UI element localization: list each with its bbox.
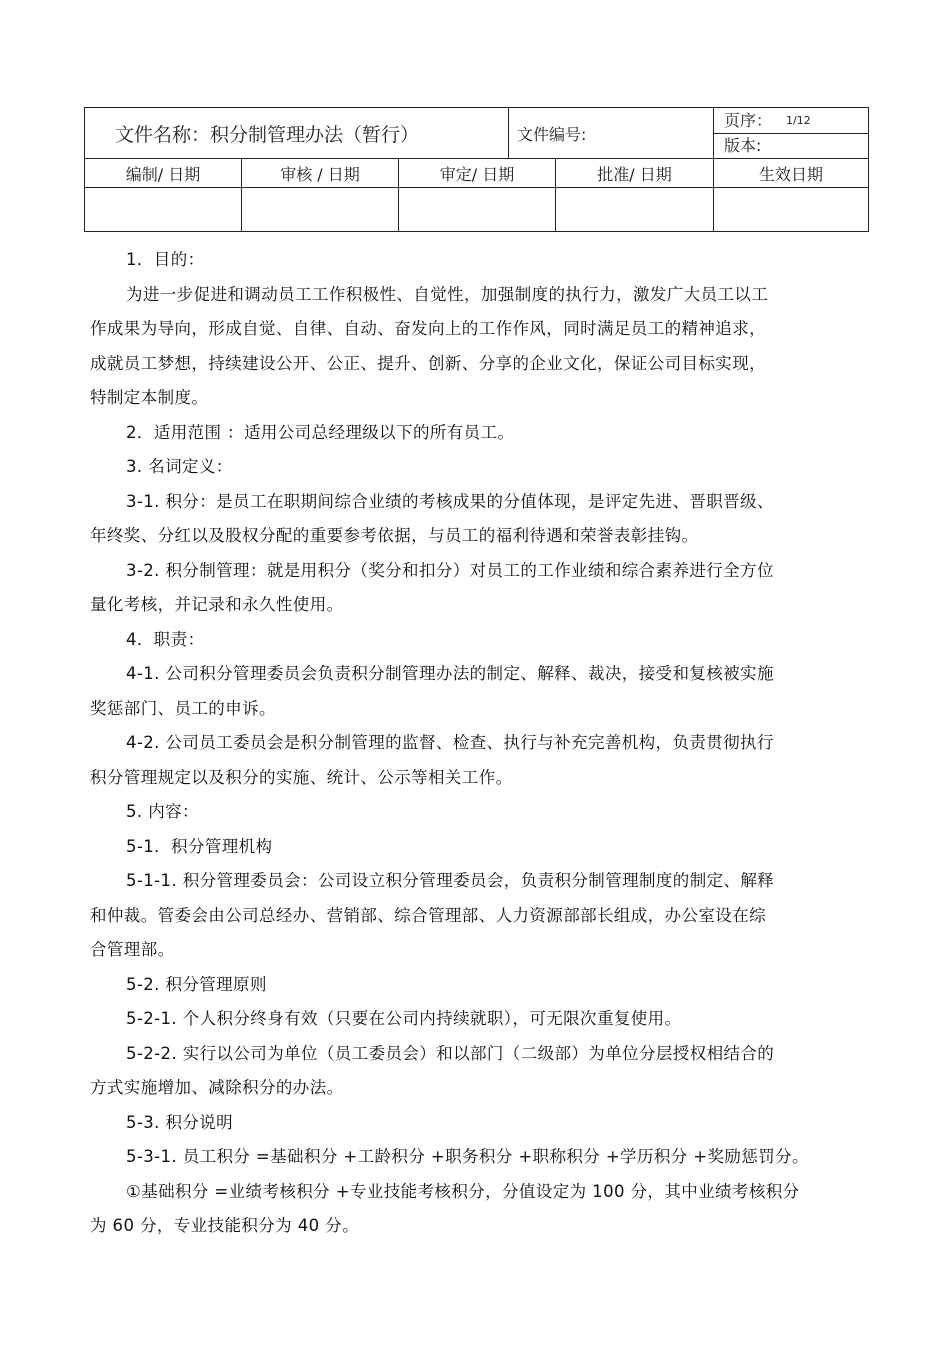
body-line: 奖惩部门、员工的申诉。 bbox=[90, 698, 276, 718]
body-line: 5-3-1. 员工积分 =基础积分 +工龄积分 +职务积分 +职称积分 +学历积分 +奖励惩罚分。 bbox=[126, 1147, 809, 1166]
body-line: 为 60 分，专业技能积分为 40 分。 bbox=[90, 1216, 359, 1235]
document-header-table bbox=[84, 107, 869, 232]
body-line: 1．目的： bbox=[126, 250, 205, 269]
body-line: 3-1. 积分：是员工在职期间综合业绩的考核成果的分值体现，是评定先进、晋职晋级、 bbox=[126, 491, 774, 511]
body-line: 年终奖、分红以及股权分配的重要参考依据，与员工的福利待遇和荣誉表彰挂钩。 bbox=[90, 526, 699, 545]
body-line: 积分管理规定以及积分的实施、统计、公示等相关工作。 bbox=[90, 767, 513, 787]
document-title: 文件名称：积分制管理办法（暂行） bbox=[85, 108, 509, 159]
body-line: 5-1-1. 积分管理委员会：公司设立积分管理委员会，负责积分制管理制度的制定、解释 bbox=[126, 871, 775, 890]
signature-cell-approved bbox=[556, 188, 714, 232]
header-col-approved: 批准/ 日期 bbox=[556, 159, 714, 188]
body-line: 成就员工梦想，持续建设公开、公正、提升、创新、分享的企业文化，保证公司目标实现， bbox=[90, 353, 766, 373]
body-line: ①基础积分 =业绩考核积分 +专业技能考核积分，分值设定为 100 分，其中业绩考核积分 bbox=[126, 1181, 800, 1201]
document-number-label: 文件编号: bbox=[509, 108, 714, 159]
body-line: 4．职责： bbox=[126, 629, 205, 649]
page-order-label: 页序： bbox=[724, 110, 773, 130]
body-line: 量化考核，并记录和永久性使用。 bbox=[90, 595, 344, 614]
body-line: 3. 名词定义： bbox=[126, 457, 233, 476]
header-col-effective-date: 生效日期 bbox=[714, 159, 869, 188]
document-body bbox=[90, 243, 850, 1244]
body-line: 作成果为导向，形成自觉、自律、自动、奋发向上的工作作风，同时满足员工的精神追求， bbox=[90, 319, 766, 338]
body-line: 方式实施增加、减除积分的办法。 bbox=[90, 1078, 344, 1097]
version-label: 版本: bbox=[714, 133, 868, 158]
signature-cell-verified bbox=[399, 188, 556, 232]
body-line: 5-2-2. 实行以公司为单位（员工委员会）和以部门（二级部）为单位分层授权相结合的 bbox=[126, 1043, 775, 1063]
header-col-verified: 审定/ 日期 bbox=[399, 159, 556, 188]
signature-cell-prepared bbox=[85, 188, 242, 232]
page-order bbox=[714, 109, 868, 133]
header-col-reviewed: 审核 / 日期 bbox=[242, 159, 399, 188]
body-line: 5-2-1. 个人积分终身有效（只要在公司内持续就职），可无限次重复使用。 bbox=[126, 1009, 682, 1028]
signature-cell-effective-date bbox=[714, 188, 869, 232]
header-col-prepared: 编制/ 日期 bbox=[85, 159, 242, 188]
body-line: 特制定本制度。 bbox=[90, 388, 209, 407]
page-version-cell bbox=[714, 108, 869, 159]
signature-cell-reviewed bbox=[242, 188, 399, 232]
body-line: 4-2. 公司员工委员会是积分制管理的监督、检查、执行与补充完善机构，负责贯彻执行 bbox=[126, 733, 774, 752]
body-line: 合管理部。 bbox=[90, 940, 175, 959]
body-line: 5-1．积分管理机构 bbox=[126, 836, 273, 856]
page-order-value: 1/12 bbox=[786, 113, 811, 127]
body-line: 为进一步促进和调动员工工作积极性、自觉性，加强制度的执行力，激发广大员工以工 bbox=[126, 284, 769, 304]
body-line: 4-1. 公司积分管理委员会负责积分制管理办法的制定、解释、裁决，接受和复核被实施 bbox=[126, 664, 774, 683]
body-line: 2．适用范围 ：适用公司总经理级以下的所有员工。 bbox=[126, 422, 515, 442]
body-line: 3-2. 积分制管理：就是用积分（奖分和扣分）对员工的工作业绩和综合素养进行全方位 bbox=[126, 560, 774, 580]
body-line: 和仲裁。管委会由公司总经办、营销部、综合管理部、人力资源部部长组成，办公室设在综 bbox=[90, 905, 766, 925]
body-line: 5-2. 积分管理原则 bbox=[126, 974, 267, 994]
body-line: 5-3. 积分说明 bbox=[126, 1112, 234, 1132]
body-line: 5. 内容： bbox=[126, 802, 199, 821]
